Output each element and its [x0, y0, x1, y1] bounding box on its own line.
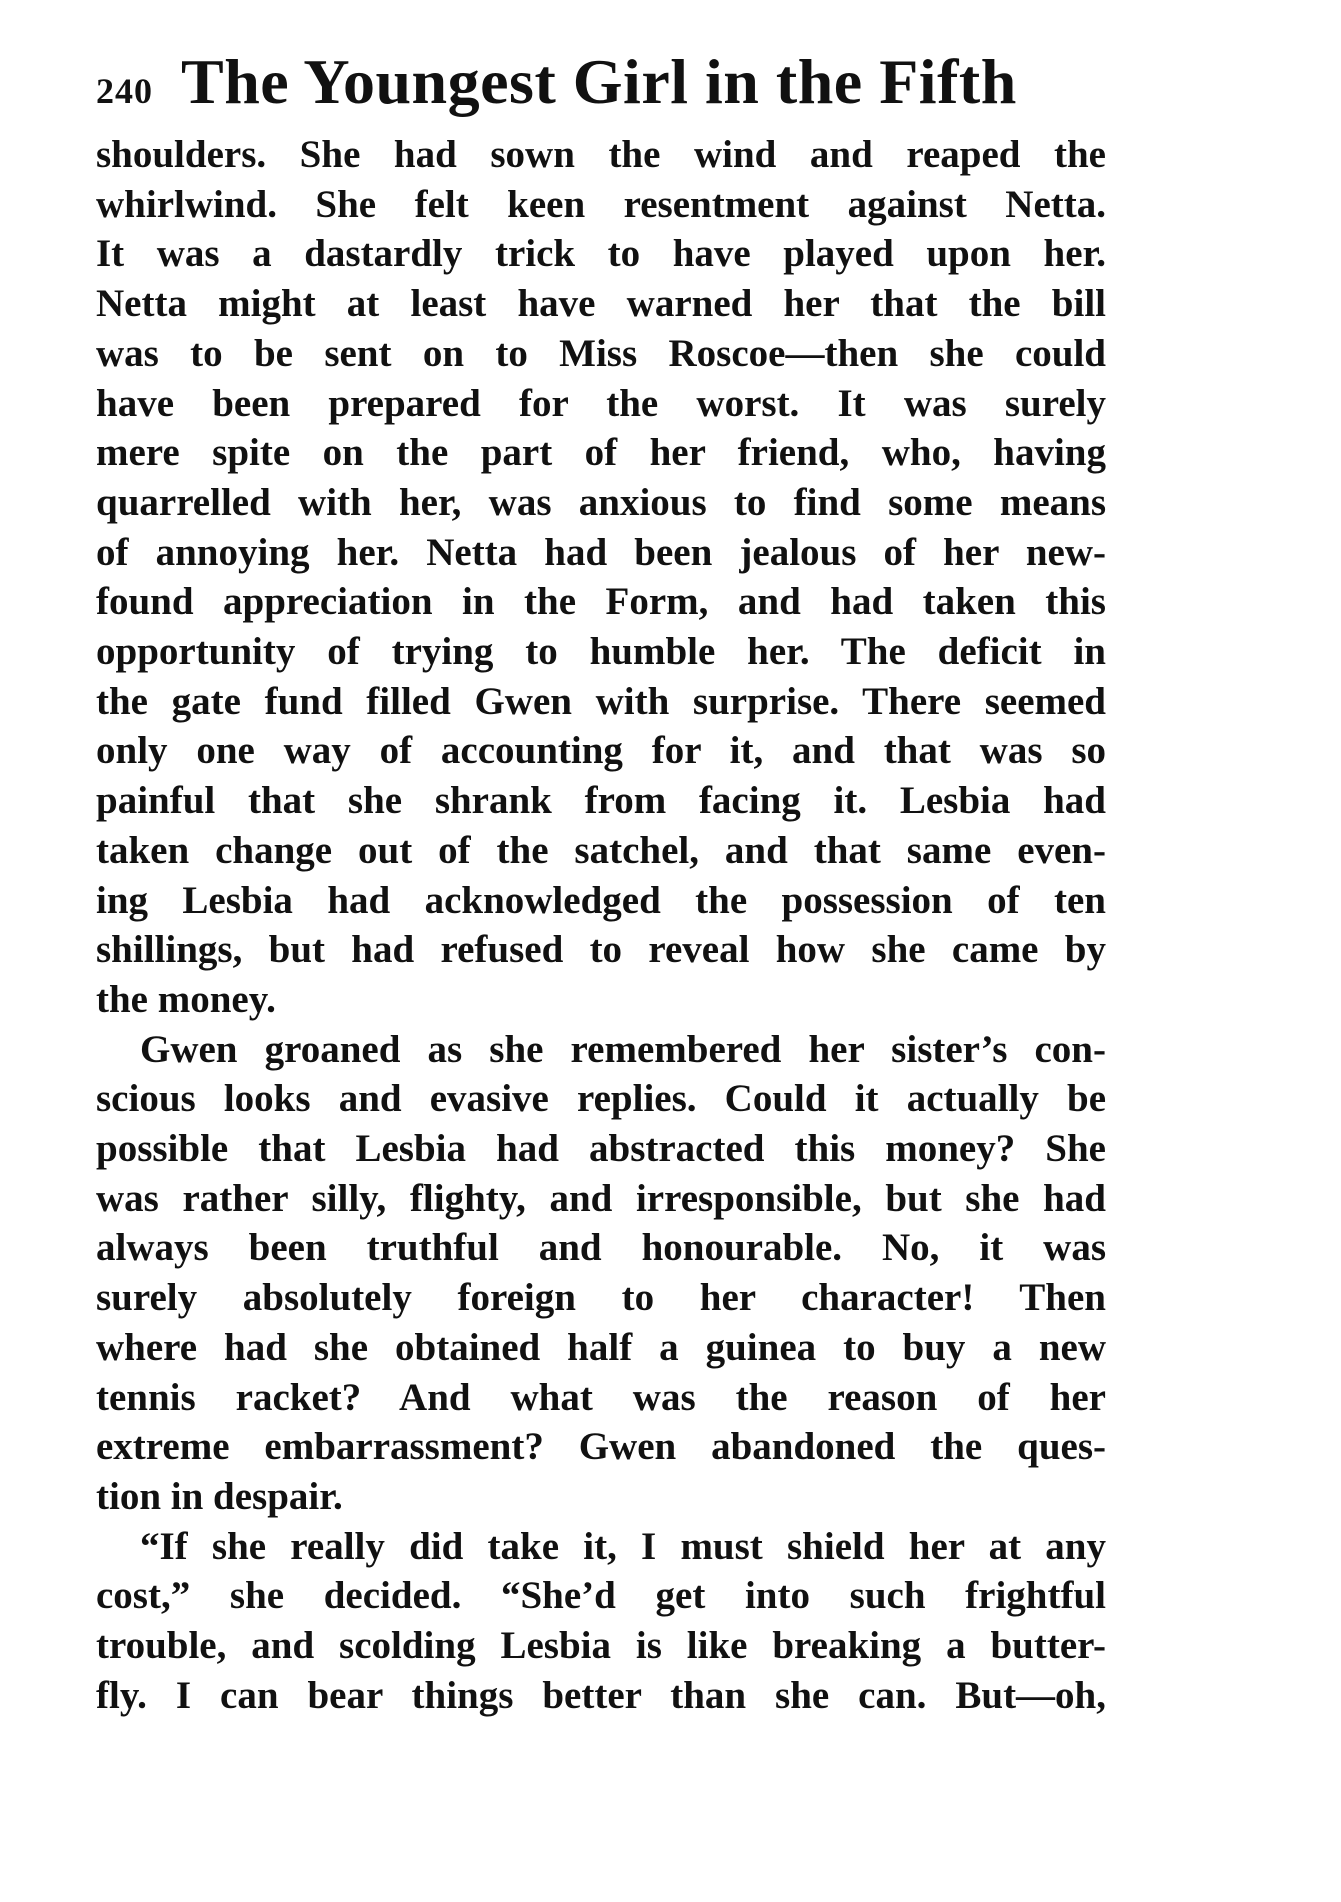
running-title: The Youngest Girl in the Fifth	[181, 46, 1017, 117]
paragraph-2	[96, 1025, 1106, 1522]
text-line: painful that she shrank from facing it. Lesbia had	[96, 779, 1106, 823]
text-line: was rather silly, flighty, and irresponsible, but she had	[96, 1176, 1106, 1220]
text-line: mere spite on the part of her friend, who, having	[96, 431, 1106, 475]
text-line: shoulders. She had sown the wind and reaped the	[96, 133, 1106, 176]
text-line: “If she really did take it, I must shield her at any	[140, 1524, 1106, 1568]
paragraph-3	[96, 1522, 1106, 1721]
text-line: fly. I can bear things better than she can. But—oh,	[96, 1673, 1106, 1717]
text-line: shillings, but had refused to reveal how she came by	[96, 928, 1106, 972]
body-text	[96, 130, 1106, 1721]
text-line: quarrelled with her, was anxious to find some means	[96, 480, 1106, 524]
text-line: only one way of accounting for it, and that was so	[96, 729, 1106, 773]
text-line: Netta might at least have warned her that the bill	[96, 282, 1106, 326]
text-line: It was a dastardly trick to have played upon her.	[96, 232, 1106, 276]
text-line: always been truthful and honourable. No, it was	[96, 1226, 1106, 1270]
text-line: Gwen groaned as she remembered her sister’s con-	[140, 1027, 1106, 1071]
text-line: ing Lesbia had acknowledged the possession of ten	[96, 878, 1106, 922]
text-line: cost,” she decided. “She’d get into such frightful	[96, 1574, 1106, 1618]
text-line: of annoying her. Netta had been jealous of her new-	[96, 530, 1106, 574]
paragraph-1	[96, 130, 1106, 1025]
text-line: have been prepared for the worst. It was surely	[96, 381, 1106, 425]
text-line: extreme embarrassment? Gwen abandoned the ques-	[96, 1425, 1106, 1469]
text-line: tennis racket? And what was the reason of her	[96, 1375, 1106, 1419]
text-line: the money.	[96, 977, 276, 1021]
text-line: whirlwind. She felt keen resentment against Netta.	[96, 182, 1106, 226]
text-line: the gate fund filled Gwen with surprise. There seemed	[96, 679, 1106, 723]
running-head	[96, 46, 1106, 124]
text-line: trouble, and scolding Lesbia is like breaking a butter-	[96, 1624, 1106, 1668]
text-line: taken change out of the satchel, and that same even-	[96, 828, 1106, 872]
text-line: possible that Lesbia had abstracted this money? She	[96, 1127, 1106, 1171]
text-line: was to be sent on to Miss Roscoe—then she could	[96, 331, 1106, 375]
text-line: tion in despair.	[96, 1474, 343, 1518]
page-number: 240	[96, 71, 153, 111]
text-line: surely absolutely foreign to her character! Then	[96, 1276, 1106, 1320]
text-line: scious looks and evasive replies. Could it actually be	[96, 1077, 1106, 1121]
text-line: opportunity of trying to humble her. The deficit in	[96, 630, 1106, 674]
text-line: where had she obtained half a guinea to buy a new	[96, 1325, 1106, 1369]
book-page	[96, 46, 1106, 1721]
text-line: found appreciation in the Form, and had taken this	[96, 580, 1106, 624]
